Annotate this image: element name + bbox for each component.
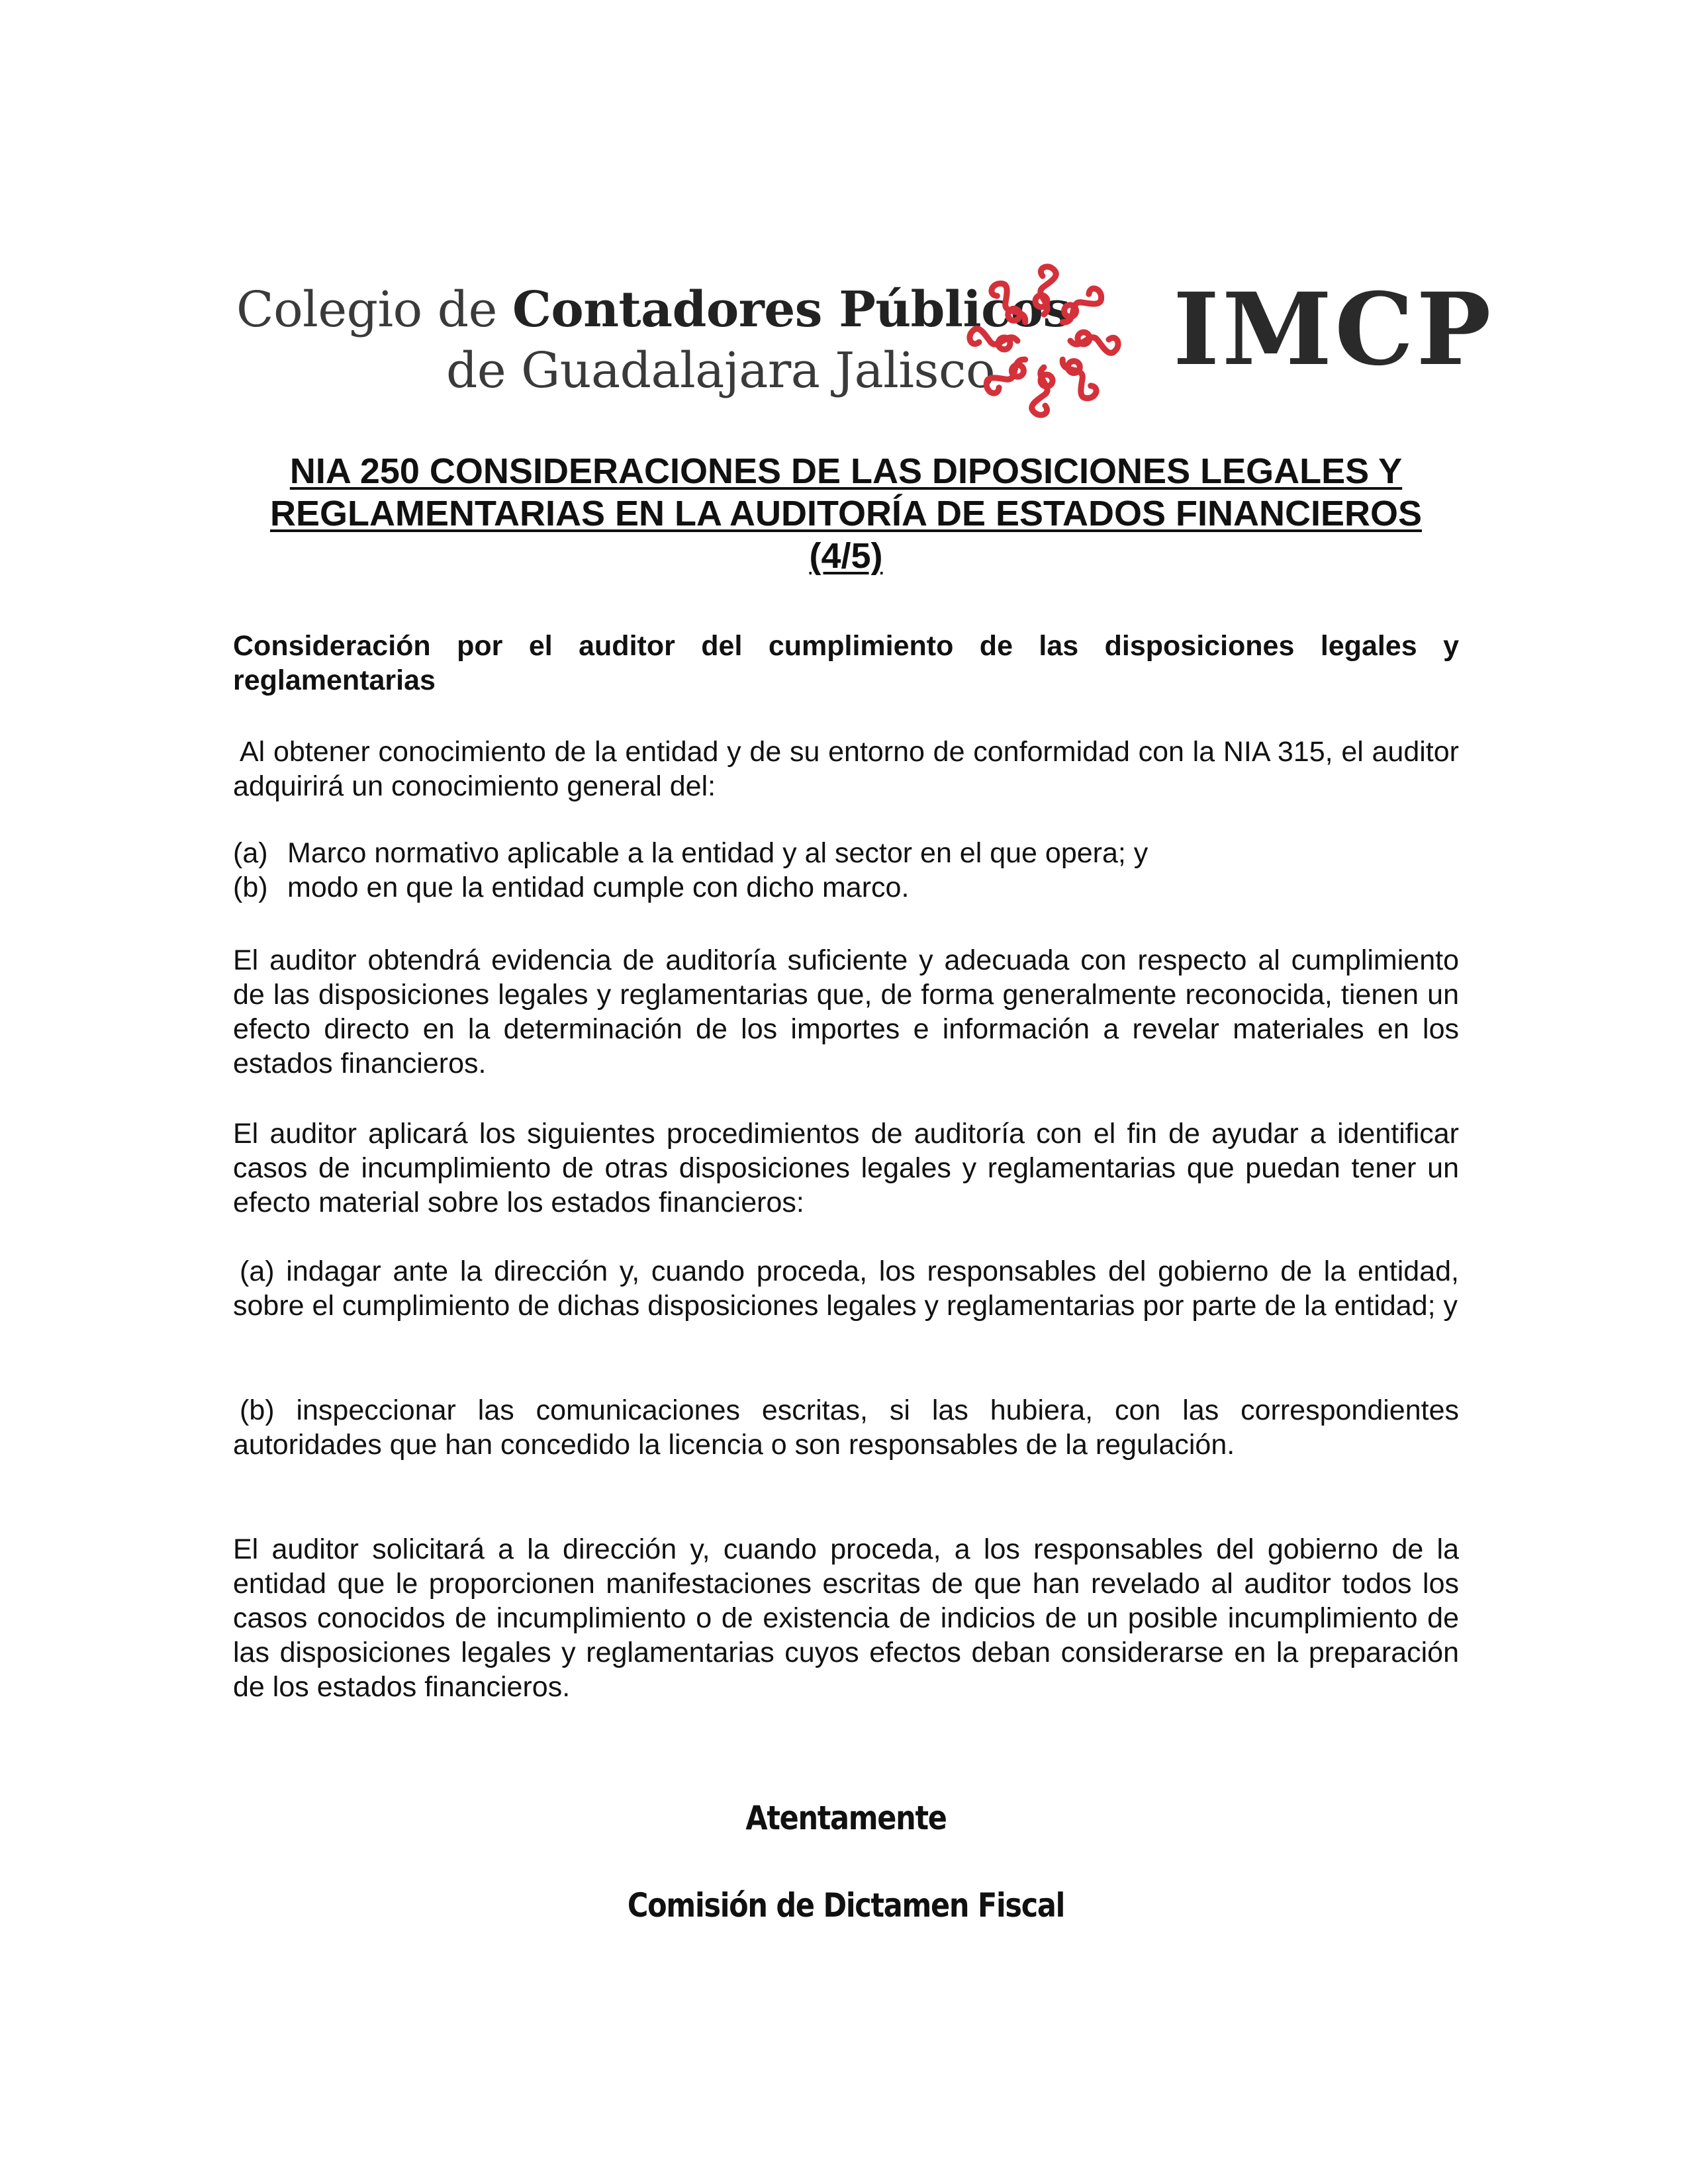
paragraph-evidence: El auditor obtendrá evidencia de auditoría suficiente y adecuada con respecto al cumplimiento de las disposiciones legales y reglamentarias que, de forma generalmente reconocida, tienen un efecto directo en la determinación de los importes e información a revelar materiales en los estados financieros. bbox=[233, 944, 1459, 1079]
list-marker: (a) bbox=[233, 837, 268, 869]
paragraph-representations: El auditor solicitará a la dirección y, cuando proceda, a los responsables del gobierno de la entidad que le proporcionen manifestaciones escritas de que han revelado al auditor todos los casos conocidos de incumplimiento o de existencia de indicios de un posible incumplimiento de las disposiciones legales y reglamentarias cuyos efectos deban considerarse en la preparación de los estados financieros. bbox=[233, 1533, 1459, 1703]
list-item bbox=[233, 836, 1459, 870]
closing-salutation: Atentamente bbox=[745, 1799, 947, 1837]
org-name-line1-bold: Contadores Públicos bbox=[512, 281, 1070, 338]
list-item bbox=[233, 870, 1459, 905]
closing-signature: Comisión de Dictamen Fiscal bbox=[627, 1886, 1065, 1925]
paragraph-procedures: El auditor aplicará los siguientes procedimientos de auditoría con el fin de ayudar a identificar casos de incumplimiento de otras disposiciones legales y reglamentarias que puedan tener un efecto material sobre los estados financieros: bbox=[233, 1118, 1459, 1218]
org-name bbox=[233, 261, 1070, 420]
document-title: NIA 250 CONSIDERACIONES DE LAS DIPOSICIONES LEGALES Y REGLAMENTARIAS EN LA AUDITORÍA DE ESTADOS FINANCIEROS (4/5) bbox=[269, 451, 1423, 576]
brand-wordmark: IMCP bbox=[1173, 271, 1494, 388]
org-name-line2: de Guadalajara Jalisco bbox=[446, 342, 996, 399]
section-heading: Consideración por el auditor del cumplimiento de las disposiciones legales y reglamentarias bbox=[233, 630, 1459, 696]
org-name-line1-light: Colegio de bbox=[236, 281, 512, 338]
list-item-text: Marco normativo aplicable a la entidad y al sector en el que opera; y bbox=[287, 837, 1149, 869]
paragraph-intro: Al obtener conocimiento de la entidad y de su entorno de conformidad con la NIA 315, el auditor adquirirá un conocimiento general del: bbox=[233, 736, 1459, 802]
header-logo bbox=[233, 261, 1494, 420]
paragraph-procedure-a: (a) indagar ante la dirección y, cuando proceda, los responsables del gobierno de la entidad, sobre el cumplimiento de dichas disposiciones legales y reglamentarias por parte de la entidad; y bbox=[233, 1255, 1459, 1322]
list-marker: (b) bbox=[233, 872, 268, 903]
imcp-emblem-icon bbox=[964, 261, 1123, 420]
paragraph-procedure-b: (b) inspeccionar las comunicaciones escritas, si las hubiera, con las correspondientes autoridades que han concedido la licencia o son responsables de la regulación. bbox=[233, 1394, 1459, 1461]
list-item-text: modo en que la entidad cumple con dicho marco. bbox=[287, 872, 910, 903]
